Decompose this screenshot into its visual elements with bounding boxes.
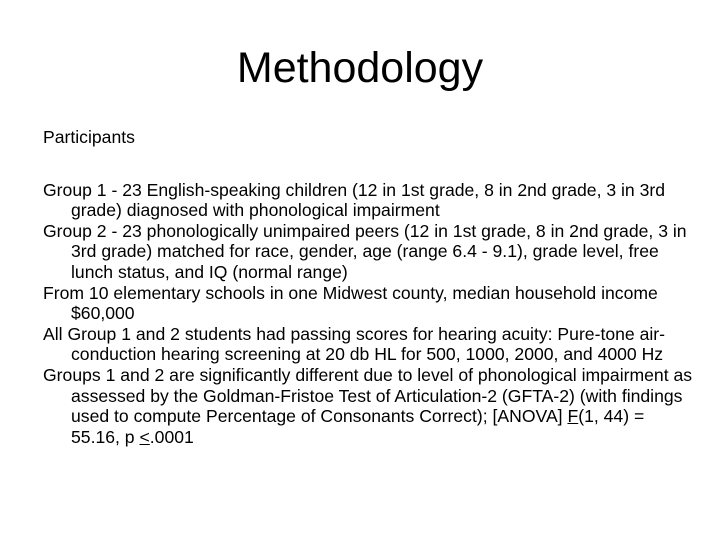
less-equal-symbol: < (139, 426, 150, 447)
paragraph-group1: Group 1 - 23 English-speaking children (12 in 1st grade, 8 in 2nd grade, 3 in 3rd grade) diagnosed with phonological impairment (43, 179, 666, 221)
paragraph-group2: Group 2 - 23 phonologically unimpaired peers (12 in 1st grade, 8 in 2nd grade, 3 in 3rd grade) matched for race, gender, age (range 6.4 - 9.1), grade level, free lunch status, and IQ (normal range) (43, 220, 687, 282)
anova-stat-letter: F (567, 406, 579, 427)
paragraph-anova (43, 365, 693, 447)
anova-lead-text: Groups 1 and 2 are significantly different due to level of phonological impairment as assessed by the Goldman-Fristoe Test of Articulation-2 (GFTA-2) (with findings used to compute Percentage of Consonants Correct); [ANOVA] (43, 364, 693, 427)
anova-p-value: .0001 (149, 426, 194, 447)
slide-title: Methodology (236, 44, 484, 92)
slide-body (43, 127, 693, 447)
anova-stat-args: (1, 44) = 55.16, p (71, 406, 645, 447)
section-heading: Participants (43, 127, 135, 147)
paragraph-schools: From 10 elementary schools in one Midwest county, median household income $60,000 (43, 282, 658, 324)
paragraph-hearing: All Group 1 and 2 students had passing scores for hearing acuity: Pure-tone air-conduction hearing screening at 20 db HL for 500, 1000, 2000, and 4000 Hz (43, 323, 665, 365)
